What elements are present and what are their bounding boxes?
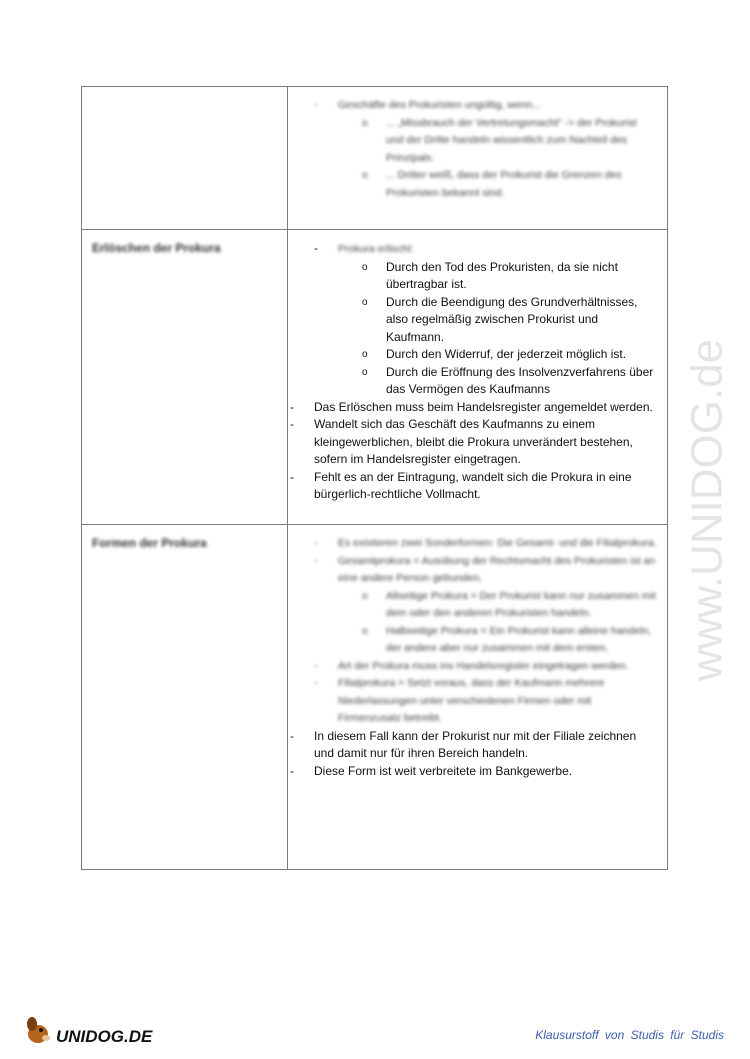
sub-list bbox=[338, 115, 657, 203]
svg-text:www.UNIDOG.de: www.UNIDOG.de bbox=[682, 338, 732, 682]
list bbox=[314, 240, 657, 399]
list-item: - Es existieren zwei Sonderformen: Die Gesamt- und die Filialprokura. bbox=[314, 535, 657, 553]
row-content bbox=[288, 525, 668, 870]
sub-list-item: o ... Dritter weiß, dass der Prokurist die Grenzen des Prokuristen bekannt sind. bbox=[362, 167, 657, 202]
list-item: - Art der Prokura muss ins Handelsregister eingetragen werden. bbox=[314, 658, 657, 676]
svg-text:UNIDOG.DE: UNIDOG.DE bbox=[56, 1027, 153, 1046]
list bbox=[290, 399, 657, 504]
sub-list-item: o Durch den Widerruf, der jederzeit möglich ist. bbox=[362, 346, 657, 364]
content-table bbox=[81, 86, 668, 870]
blurred-list bbox=[314, 97, 657, 202]
sub-list-item: o Allseitige Prokura = Der Prokurist kann nur zusammen mit dem oder den anderen Prokuristen handeln. bbox=[362, 588, 657, 623]
sub-list-item: o Durch die Eröffnung des Insolvenzverfahrens über das Vermögen des Kaufmanns bbox=[362, 364, 657, 399]
row-heading bbox=[82, 87, 288, 230]
watermark bbox=[682, 280, 732, 740]
sub-list bbox=[338, 588, 657, 658]
footer-tagline: Klausurstoff von Studis für Studis bbox=[535, 1028, 724, 1042]
list-item: - In diesem Fall kann der Prokurist nur mit der Filiale zeichnen und damit nur für ihren Bereich handeln. bbox=[290, 728, 657, 763]
table-row bbox=[82, 230, 668, 525]
list-item: - Filialprokura = Setzt voraus, dass der Kaufmann mehrere Niederlassungen unter verschiedenen Firmen oder mit Firmenzusatz betreibt. bbox=[314, 675, 657, 728]
table-row bbox=[82, 87, 668, 230]
sub-list-item: o Durch den Tod des Prokuristen, da sie nicht übertragbar ist. bbox=[362, 259, 657, 294]
row-content bbox=[288, 87, 668, 230]
sub-list bbox=[338, 259, 657, 399]
list-item: - Fehlt es an der Eintragung, wandelt sich die Prokura in eine bürgerlich-rechtliche Vollmacht. bbox=[290, 469, 657, 504]
dog-icon bbox=[27, 1017, 50, 1043]
list-item: - Das Erlöschen muss beim Handelsregister angemeldet werden. bbox=[290, 399, 657, 417]
list-item: - Gesamtprokura = Ausübung der Rechtsmacht des Prokuristen ist an eine andere Person gebunden. o Allseitige Prokura = Der Prokurist kann nur zusammen mit dem oder den anderen Prokuristen handeln. o Halbseitige Prokura = Ein Prokurist kann alleine handeln, der andere aber nur zusammen mit dem ersten. bbox=[314, 553, 657, 658]
sub-list-item: o ... „Missbrauch der Vertretungsmacht“ -> der Prokurist und der Dritte handeln wissentlich zum Nachteil des Prinzipals. bbox=[362, 115, 657, 168]
list bbox=[290, 728, 657, 781]
list-item bbox=[314, 240, 657, 399]
row-heading: Erlöschen der Prokura bbox=[82, 230, 288, 525]
unidog-logo bbox=[22, 1010, 172, 1050]
table-row bbox=[82, 525, 668, 870]
sub-list-item: o Durch die Beendigung des Grundverhältnisses, also regelmäßig zwischen Prokurist und Kaufmann. bbox=[362, 294, 657, 347]
list-item: - Geschäfte des Prokuristen ungültig, wenn... o ... „Missbrauch der Vertretungsmacht“ -> der Prokurist und der Dritte handeln wissentlich zum Nachteil des Prinzipals. o ... Dritter weiß, dass der Prokurist die Grenzen des Prokuristen bekannt sind. bbox=[314, 97, 657, 202]
row-content bbox=[288, 230, 668, 525]
blurred-lead: Prokura erlischt: bbox=[338, 243, 414, 255]
sub-list-item: o Halbseitige Prokura = Ein Prokurist kann alleine handeln, der andere aber nur zusammen mit dem ersten. bbox=[362, 623, 657, 658]
row-heading: Formen der Prokura bbox=[82, 525, 288, 870]
list-item: - Wandelt sich das Geschäft des Kaufmanns zu einem kleingewerblichen, bleibt die Prokura unverändert bestehen, sofern im Handelsregister eingetragen. bbox=[290, 416, 657, 469]
blurred-list bbox=[314, 535, 657, 728]
list-item: - Diese Form ist weit verbreitete im Bankgewerbe. bbox=[290, 763, 657, 781]
